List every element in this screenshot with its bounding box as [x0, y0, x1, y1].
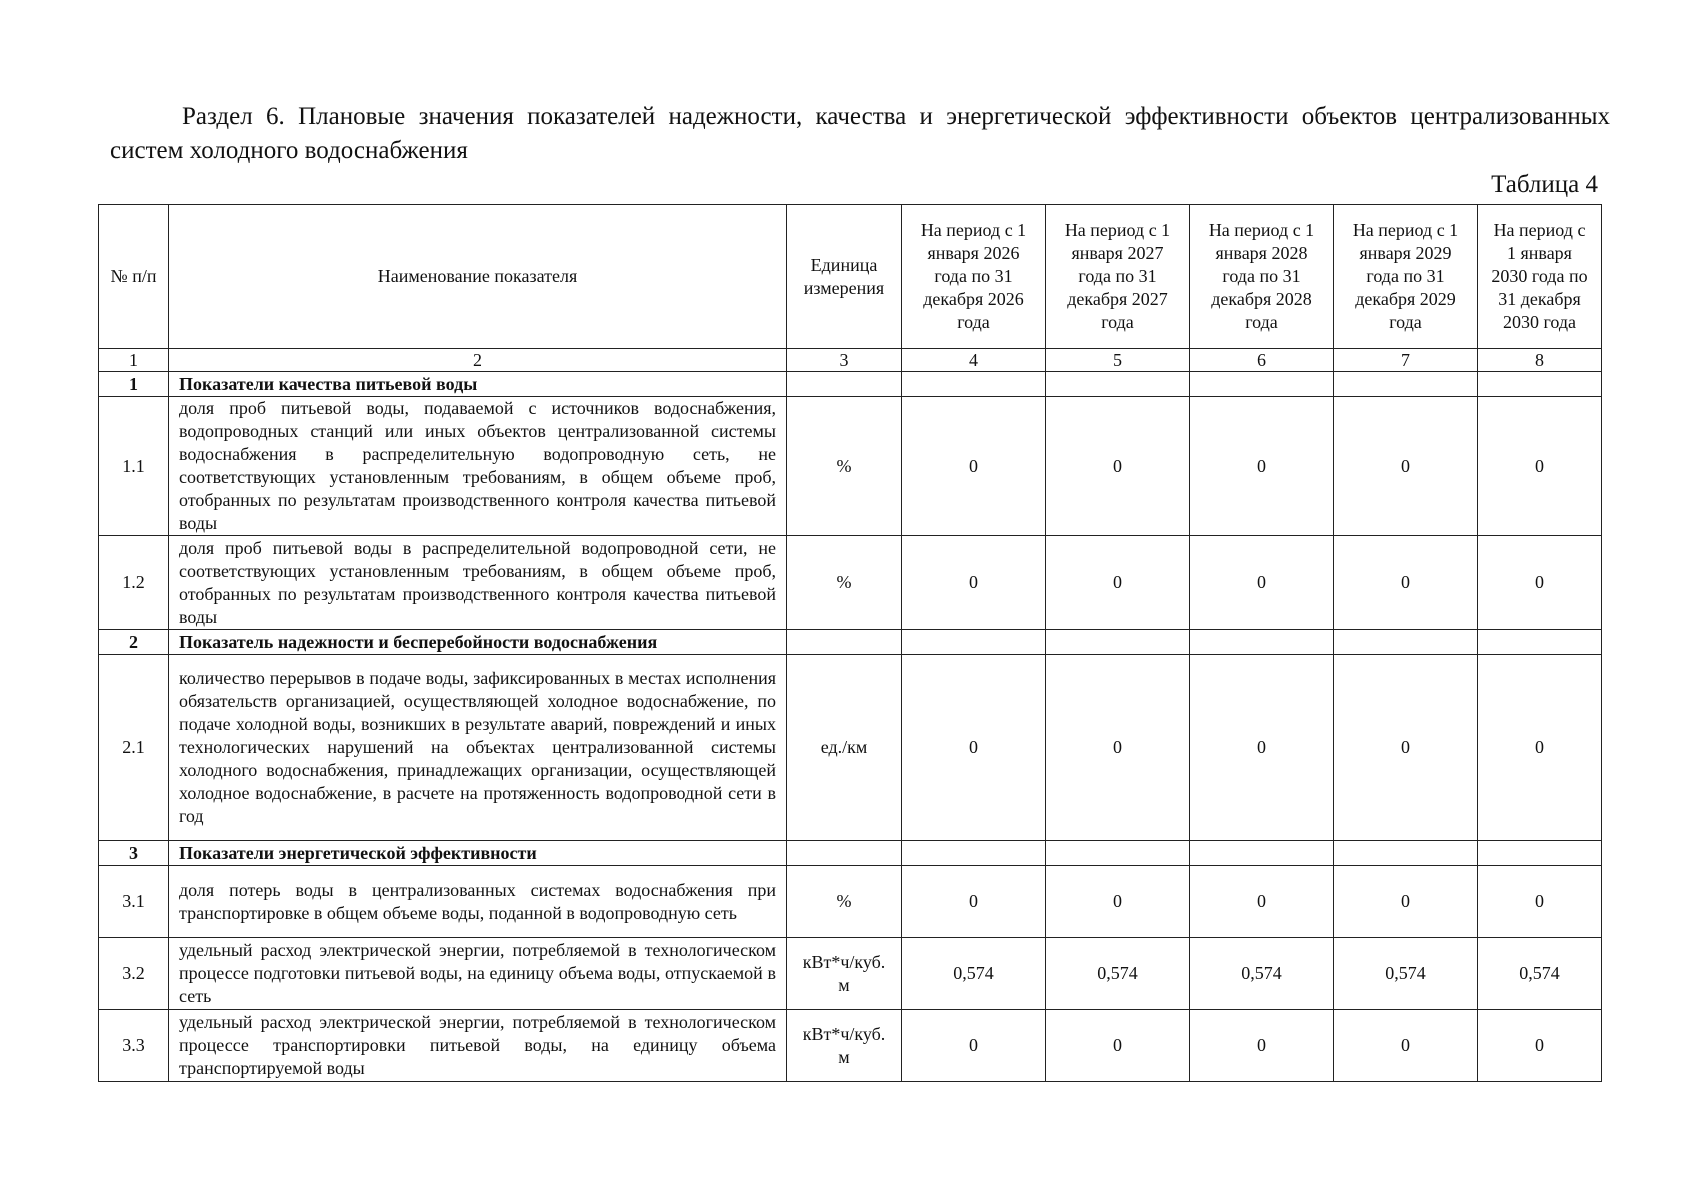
row-unit: ед./км: [787, 655, 902, 841]
empty-cell: [787, 841, 902, 866]
empty-cell: [902, 841, 1046, 866]
row-name: количество перерывов в подаче воды, зафиксированных в местах исполнения обязательств организацией, осуществляющей холодное водоснабжение, по подаче холодной воды, возникших в результате аварий, повреждений и иных технологических нарушений на объектах централизованной системы холодного водоснабжения, принадлежащих организации, осуществляющей холодное водоснабжение, в расчете на протяженность водопроводной сети в год: [169, 655, 787, 841]
row-value-2026: 0: [902, 1010, 1046, 1082]
section-heading: [110, 100, 1610, 168]
row-unit: %: [787, 536, 902, 630]
table-caption: Таблица 4: [1491, 171, 1598, 198]
empty-cell: [787, 630, 902, 655]
section-row: [99, 372, 1602, 397]
empty-cell: [787, 372, 902, 397]
empty-cell: [1478, 841, 1602, 866]
empty-cell: [1046, 841, 1190, 866]
indicators-table: [98, 204, 1602, 1082]
row-value-2029: 0,574: [1334, 938, 1478, 1010]
column-number: 1: [99, 349, 169, 372]
row-value-2030: 0,574: [1478, 938, 1602, 1010]
row-value-2026: 0: [902, 655, 1046, 841]
row-value-2027: 0,574: [1046, 938, 1190, 1010]
row-value-2029: 0: [1334, 536, 1478, 630]
section-row: [99, 841, 1602, 866]
empty-cell: [1334, 630, 1478, 655]
empty-cell: [902, 630, 1046, 655]
row-name: доля потерь воды в централизованных системах водоснабжения при транспортировке в общем объеме воды, поданной в водопроводную сеть: [169, 866, 787, 938]
row-number: 2.1: [99, 655, 169, 841]
header-period-2028: На период с 1 января 2028 года по 31 декабря 2028 года: [1190, 205, 1334, 349]
row-number: 3: [99, 841, 169, 866]
row-value-2028: 0: [1190, 866, 1334, 938]
row-name: удельный расход электрической энергии, потребляемой в технологическом процессе транспортировки питьевой воды, на единицу объема транспортируемой воды: [169, 1010, 787, 1082]
row-value-2028: 0: [1190, 655, 1334, 841]
header-period-2026: На период с 1 января 2026 года по 31 декабря 2026 года: [902, 205, 1046, 349]
row-value-2026: 0: [902, 536, 1046, 630]
header-num: № п/п: [99, 205, 169, 349]
empty-cell: [902, 372, 1046, 397]
row-value-2030: 0: [1478, 1010, 1602, 1082]
header-period-2029: На период с 1 января 2029 года по 31 декабря 2029 года: [1334, 205, 1478, 349]
row-value-2030: 0: [1478, 397, 1602, 536]
row-value-2029: 0: [1334, 397, 1478, 536]
indicator-row: [99, 866, 1602, 938]
empty-cell: [1478, 630, 1602, 655]
row-value-2029: 0: [1334, 1010, 1478, 1082]
column-number: 3: [787, 349, 902, 372]
empty-cell: [1334, 372, 1478, 397]
row-number: 2: [99, 630, 169, 655]
row-number: 3.2: [99, 938, 169, 1010]
empty-cell: [1190, 841, 1334, 866]
row-name: удельный расход электрической энергии, потребляемой в технологическом процессе подготовки питьевой воды, на единицу объема воды, отпускаемой в сеть: [169, 938, 787, 1010]
row-value-2029: 0: [1334, 866, 1478, 938]
header-name: Наименование показателя: [169, 205, 787, 349]
column-number: 2: [169, 349, 787, 372]
row-value-2029: 0: [1334, 655, 1478, 841]
empty-cell: [1190, 372, 1334, 397]
empty-cell: [1478, 372, 1602, 397]
row-name: Показатели энергетической эффективности: [169, 841, 787, 866]
row-value-2030: 0: [1478, 866, 1602, 938]
indicator-row: [99, 655, 1602, 841]
section-row: [99, 630, 1602, 655]
row-value-2027: 0: [1046, 866, 1190, 938]
row-value-2028: 0: [1190, 1010, 1334, 1082]
row-value-2027: 0: [1046, 655, 1190, 841]
column-number: 6: [1190, 349, 1334, 372]
row-value-2028: 0: [1190, 397, 1334, 536]
section-heading-text: Раздел 6. Плановые значения показателей надежности, качества и энергетической эффективности объектов централизованных систем холодного водоснабжения: [110, 103, 1610, 164]
empty-cell: [1046, 630, 1190, 655]
indicator-row: [99, 397, 1602, 536]
row-value-2026: 0: [902, 866, 1046, 938]
row-number: 1.2: [99, 536, 169, 630]
row-unit: %: [787, 866, 902, 938]
column-number-row: [99, 349, 1602, 372]
row-value-2028: 0,574: [1190, 938, 1334, 1010]
header-period-2027: На период с 1 января 2027 года по 31 декабря 2027 года: [1046, 205, 1190, 349]
row-value-2030: 0: [1478, 536, 1602, 630]
row-value-2027: 0: [1046, 536, 1190, 630]
header-unit: Единица измерения: [787, 205, 902, 349]
column-number: 7: [1334, 349, 1478, 372]
empty-cell: [1046, 372, 1190, 397]
row-number: 1.1: [99, 397, 169, 536]
row-name: доля проб питьевой воды в распределительной водопроводной сети, не соответствующих установленным требованиям, в общем объеме проб, отобранных по результатам производственного контроля качества питьевой воды: [169, 536, 787, 630]
column-number: 4: [902, 349, 1046, 372]
row-value-2026: 0: [902, 397, 1046, 536]
row-value-2027: 0: [1046, 1010, 1190, 1082]
row-value-2028: 0: [1190, 536, 1334, 630]
row-number: 1: [99, 372, 169, 397]
empty-cell: [1334, 841, 1478, 866]
table-header-row: [99, 205, 1602, 349]
row-unit: %: [787, 397, 902, 536]
row-name: доля проб питьевой воды, подаваемой с источников водоснабжения, водопроводных станций или иных объектов централизованной системы водоснабжения в распределительную водопроводную сеть, не соответствующих установленным требованиям, в общем объеме проб, отобранных по результатам производственного контроля качества питьевой воды: [169, 397, 787, 536]
row-value-2030: 0: [1478, 655, 1602, 841]
row-value-2027: 0: [1046, 397, 1190, 536]
empty-cell: [1190, 630, 1334, 655]
header-period-2030: На период с 1 января 2030 года по 31 декабря 2030 года: [1478, 205, 1602, 349]
row-name: Показатель надежности и бесперебойности водоснабжения: [169, 630, 787, 655]
indicator-row: [99, 938, 1602, 1010]
row-value-2026: 0,574: [902, 938, 1046, 1010]
column-number: 8: [1478, 349, 1602, 372]
row-name: Показатели качества питьевой воды: [169, 372, 787, 397]
row-unit: кВт*ч/куб. м: [787, 938, 902, 1010]
indicator-row: [99, 536, 1602, 630]
row-unit: кВт*ч/куб. м: [787, 1010, 902, 1082]
row-number: 3.3: [99, 1010, 169, 1082]
row-number: 3.1: [99, 866, 169, 938]
column-number: 5: [1046, 349, 1190, 372]
indicator-row: [99, 1010, 1602, 1082]
